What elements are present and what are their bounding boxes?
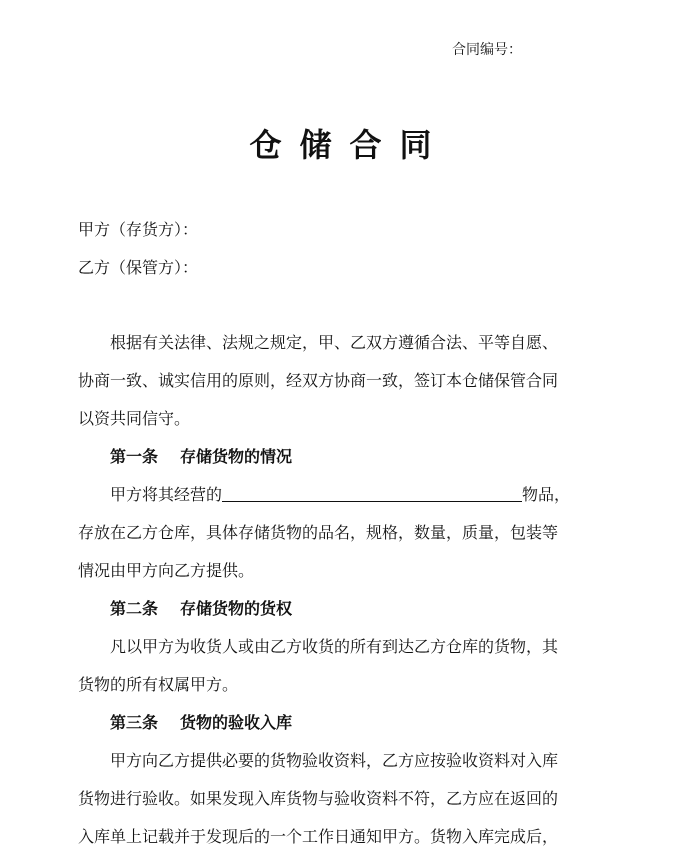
article-2-heading bbox=[78, 590, 582, 628]
article-2-line: 货物的所有权属甲方。 bbox=[78, 675, 239, 694]
article-3-number: 第三条 bbox=[110, 713, 159, 732]
intro-line: 根据有关法律、法规之规定，甲、乙双方遵循合法、平等自愿、 bbox=[110, 333, 559, 352]
article-1-line bbox=[78, 476, 582, 514]
article-1-number: 第一条 bbox=[110, 447, 159, 466]
article-2-line: 凡以甲方为收货人或由乙方收货的所有到达乙方仓库的货物，其 bbox=[110, 637, 559, 656]
intro-line: 以资共同信守。 bbox=[78, 409, 191, 428]
goods-name-blank-field[interactable] bbox=[222, 477, 522, 502]
article-1-line: 情况由甲方向乙方提供。 bbox=[78, 561, 255, 580]
article-3-title: 货物的验收入库 bbox=[180, 713, 293, 732]
contract-number-label: 合同编号： bbox=[452, 42, 522, 58]
article-1-line: 存放在乙方仓库，具体存储货物的品名，规格，数量，质量，包装等 bbox=[78, 523, 559, 542]
party-b-label: 乙方（保管方）： bbox=[78, 258, 199, 277]
intro-line: 协商一致、诚实信用的原则，经双方协商一致，签订本仓储保管合同 bbox=[78, 371, 559, 390]
article-2-title: 存储货物的货权 bbox=[180, 599, 293, 618]
article-2-number: 第二条 bbox=[110, 599, 159, 618]
article-1-heading bbox=[78, 438, 582, 476]
article-1-text-before-blank: 甲方将其经营的 bbox=[110, 485, 223, 504]
contract-body bbox=[78, 324, 582, 856]
document-title: 仓储合同 bbox=[249, 126, 450, 164]
party-a-label: 甲方（存货方）： bbox=[78, 220, 199, 239]
article-3-line: 甲方向乙方提供必要的货物验收资料，乙方应按验收资料对入库 bbox=[110, 751, 559, 770]
article-3-line: 入库单上记载并于发现后的一个工作日通知甲方。货物入库完成后， bbox=[78, 827, 559, 846]
article-3-heading bbox=[78, 704, 582, 742]
article-3-line: 货物进行验收。如果发现入库货物与验收资料不符，乙方应在返回的 bbox=[78, 789, 559, 808]
article-1-title: 存储货物的情况 bbox=[180, 447, 293, 466]
article-1-text-after-blank: 物品， bbox=[522, 485, 571, 504]
